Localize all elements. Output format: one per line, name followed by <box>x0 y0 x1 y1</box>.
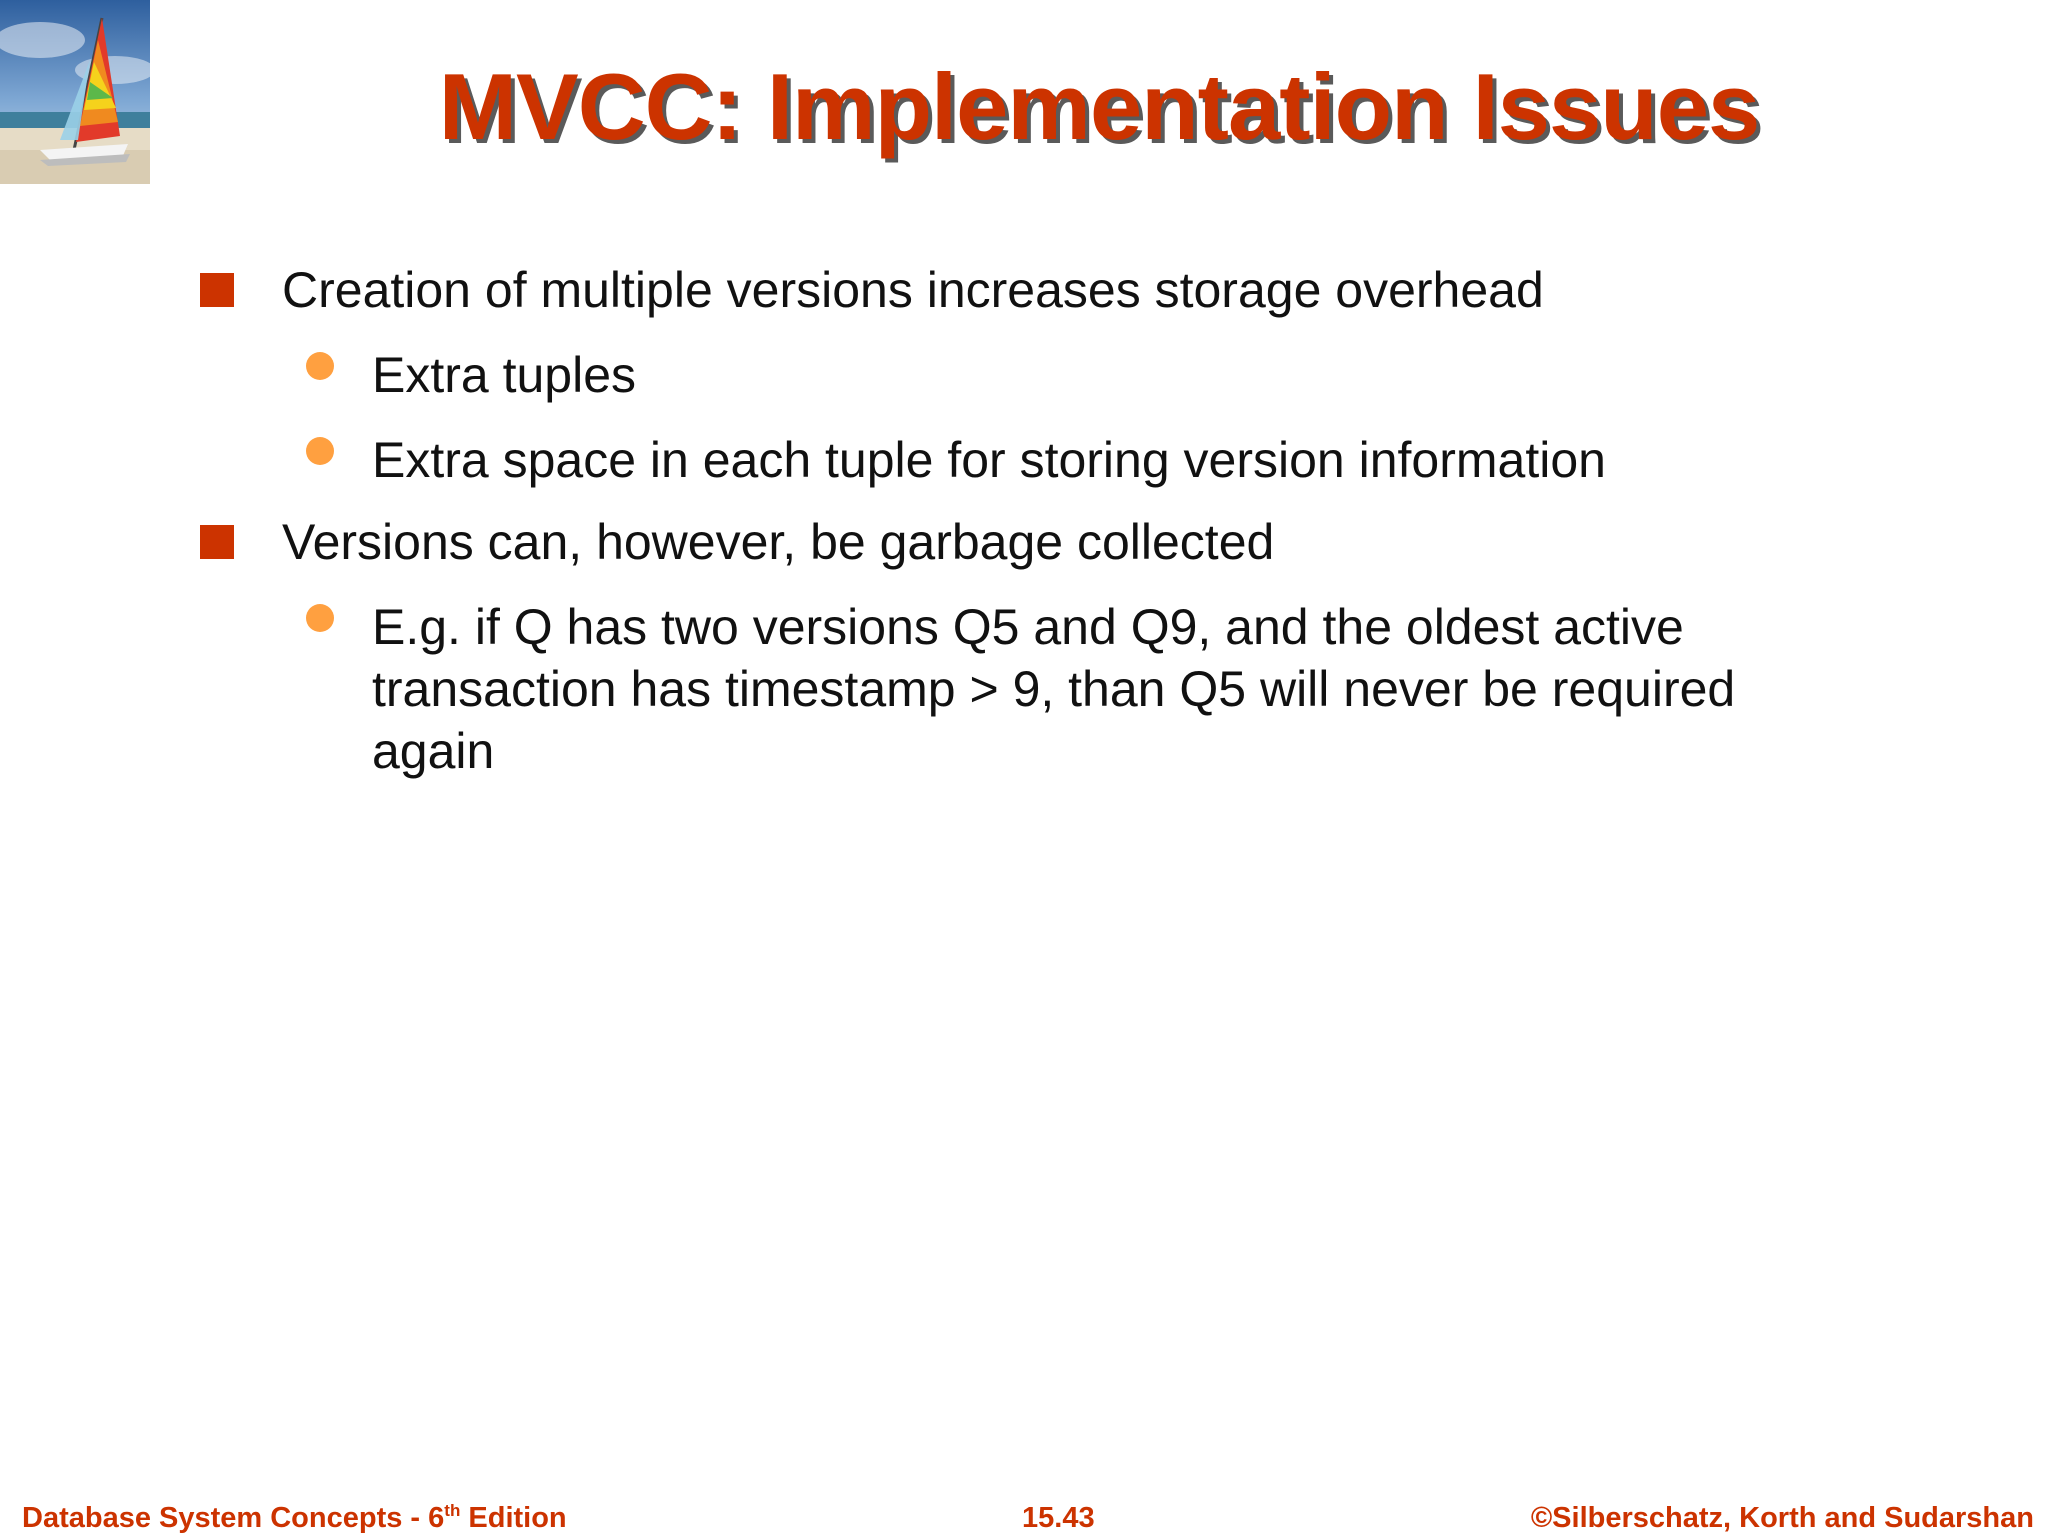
square-bullet-icon <box>200 525 234 559</box>
bullet-item: Versions can, however, be garbage collected <box>282 514 1275 570</box>
round-bullet-icon <box>306 352 334 380</box>
footer-edition-superscript: th <box>444 1501 461 1520</box>
sub-bullet-item: E.g. if Q has two versions Q5 and Q9, and the oldest active transaction has timestamp > 9, than Q5 will never be required again <box>372 599 1736 779</box>
bullet-item: Creation of multiple versions increases storage overhead <box>282 262 1544 318</box>
round-bullet-icon <box>306 437 334 465</box>
sub-bullet-item: Extra tuples <box>372 347 637 403</box>
slide-title: MVCC: Implementation Issues <box>438 54 1760 159</box>
sub-bullet-item: Extra space in each tuple for storing version information <box>372 432 1606 488</box>
footer-edition-text: Edition <box>460 1502 567 1534</box>
footer-page-number: 15.43 <box>1022 1502 1095 1534</box>
square-bullet-icon <box>200 273 234 307</box>
footer-copyright: ©Silberschatz, Korth and Sudarshan <box>1530 1502 2034 1534</box>
footer-book-title-text: Database System Concepts - 6 <box>22 1502 445 1534</box>
sailboat-logo <box>0 0 150 184</box>
round-bullet-icon <box>306 604 334 632</box>
footer-book-title <box>22 1500 567 1536</box>
